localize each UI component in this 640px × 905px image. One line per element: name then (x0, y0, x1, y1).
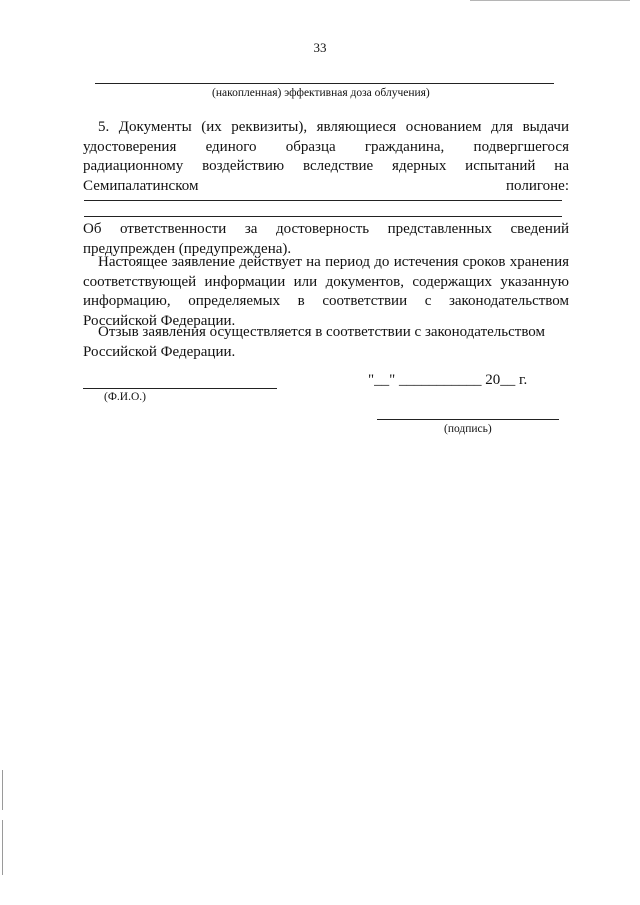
validity-notice (83, 253, 569, 331)
responsibility-line: предупрежден (предупреждена). (83, 240, 292, 257)
validity-line: Настоящее заявление действует на период до истечения сроков хранения (98, 254, 569, 270)
withdrawal-line: Отзыв заявления осуществляется в соответствии с законодательством (98, 324, 546, 340)
scan-artifact-margin (2, 820, 3, 875)
section-5-line: удостоверения единого образца гражданина, подвергшегося (83, 138, 569, 155)
scan-artifact-margin (2, 770, 3, 810)
documents-fill-line (84, 216, 562, 217)
section-5-documents (83, 118, 569, 196)
withdrawal-notice (83, 323, 569, 362)
section-5-line: 5. Документы (их реквизиты), являющиеся основанием для выдачи (98, 119, 569, 135)
dose-caption: (накопленная) эффективная доза облучения) (212, 87, 430, 99)
dose-fill-line (95, 83, 554, 84)
documents-fill-line (84, 200, 562, 201)
signature-fill-line[interactable] (377, 419, 559, 420)
section-5-line: Семипалатинском полигоне: (83, 177, 569, 194)
date-field[interactable]: "__" ___________ 20__ г. (368, 372, 528, 388)
responsibility-line: Об ответственности за достоверность представленных сведений (83, 221, 569, 237)
validity-line: соответствующей информации или документов, содержащих указанную (83, 273, 569, 290)
scan-artifact-top (470, 0, 630, 1)
fio-caption: (Ф.И.О.) (104, 391, 146, 403)
fio-fill-line[interactable] (83, 388, 277, 389)
signature-caption: (подпись) (444, 423, 492, 435)
page-number: 33 (313, 40, 327, 55)
validity-line: информацию, определяемых в соответствии с законодательством (83, 293, 569, 309)
withdrawal-line: Российской Федерации. (83, 343, 236, 360)
section-5-line: радиационному воздействию вследствие ядерных испытаний на (83, 158, 569, 174)
validity-line: Российской Федерации. (83, 312, 236, 329)
